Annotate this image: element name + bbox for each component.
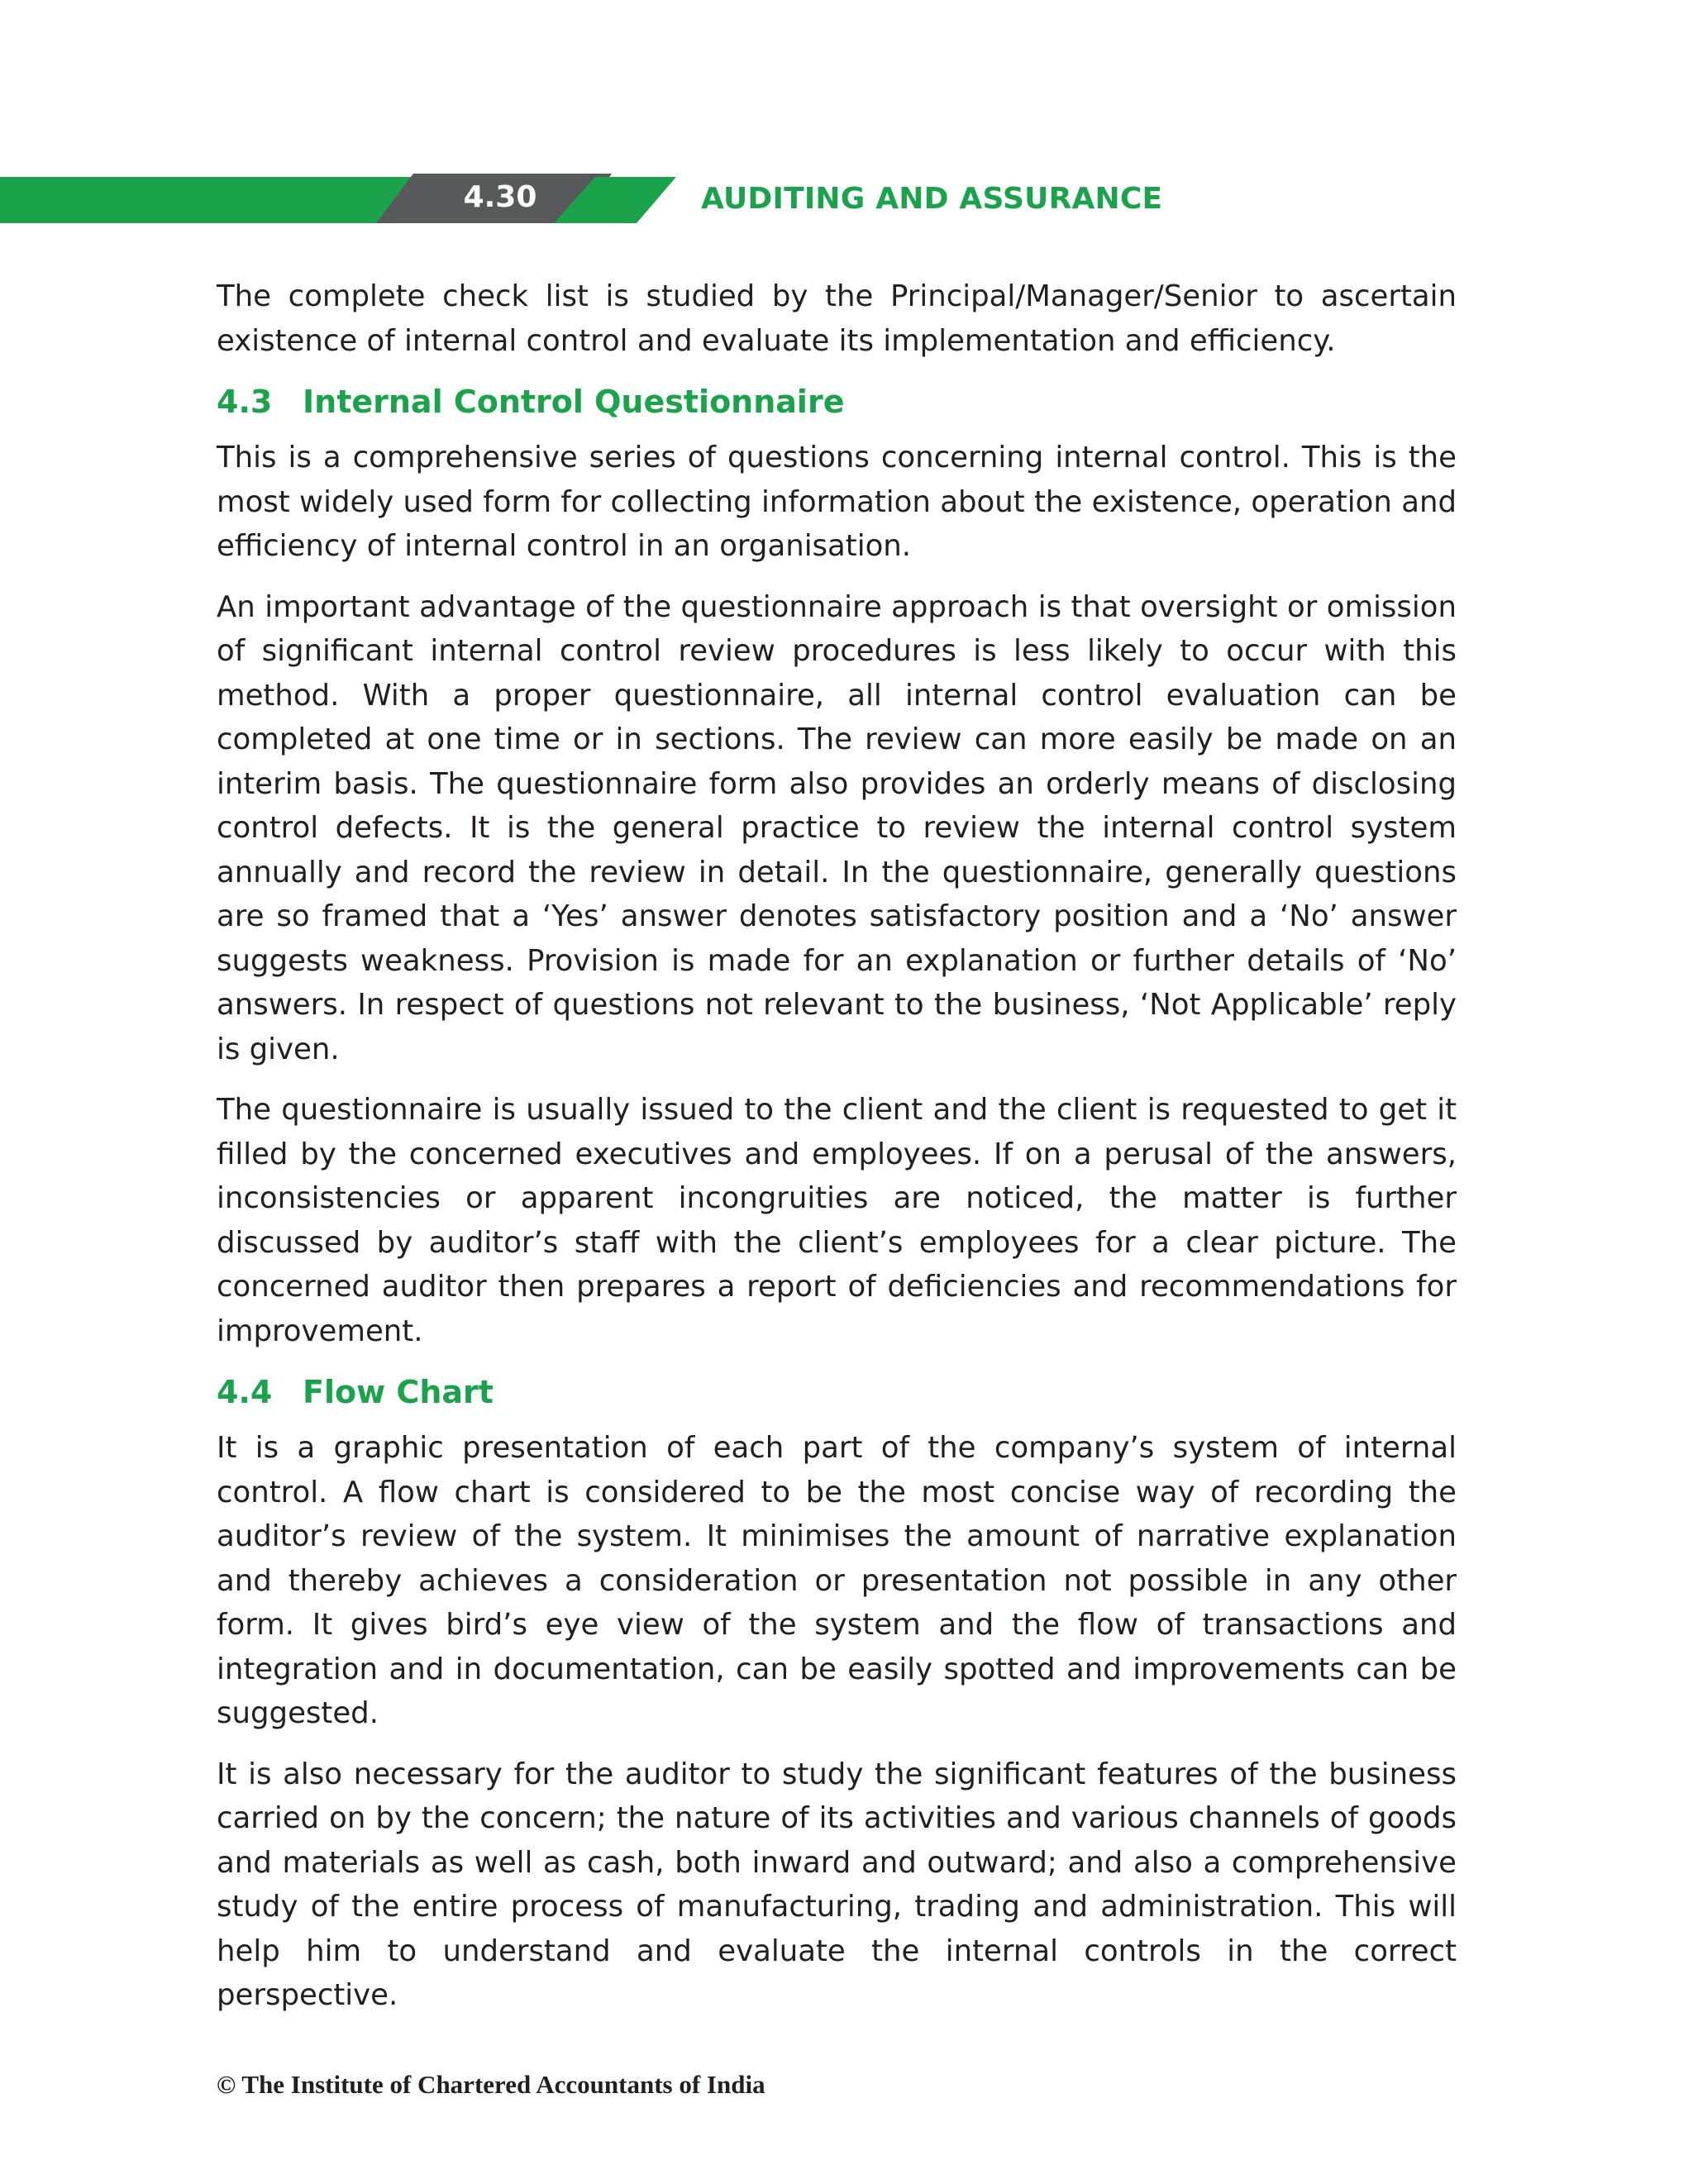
paragraph: It is also necessary for the auditor to study the significant features of the business carried on by the concern; the nature of its activities and various channels of goods and materials as well as cash, both inward and outward; and also a comprehensive study of the entire process of manufacturing, trading and administration. This will help him to understand and evaluate the internal controls in the correct perspective. [217, 1757, 1457, 2012]
paragraph: This is a comprehensive series of questions concerning internal control. This is the most widely used form for collecting information about the existence, operation and efficiency of internal control in an organisation. [217, 441, 1457, 563]
header-band-graphic [0, 174, 678, 228]
section-title: Flow Chart [303, 1374, 494, 1410]
paragraph: The questionnaire is usually issued to the client and the client is requested to get it filled by the concerned executives and employees. If on a perusal of the answers, inconsistencies or apparent incongruities are noticed, the matter is further discussed by auditor’s staff with the client’s employees for a clear picture. The concerned auditor then prepares a report of deficiencies and recommendations for improvement. [217, 1093, 1457, 1348]
header-band [0, 174, 678, 228]
section-number: 4.3 [217, 384, 273, 420]
paragraph: It is a graphic presentation of each part of the company’s system of internal control. A flow chart is considered to be the most concise way of recording the auditor’s review of the system. It minimises the amount of narrative explanation and thereby achieves a consideration or presentation not possible in any other form. It gives bird’s eye view of the system and the flow of transactions and integration and in documentation, can be easily spotted and improvements can be suggested. [217, 1431, 1457, 1730]
copyright-footer: © The Institute of Chartered Accountants of India [217, 2070, 765, 2099]
paragraph: An important advantage of the questionnaire approach is that oversight or omission of significant internal control review procedures is less likely to occur with this method. With a proper questionnaire, all internal control evaluation can be completed at one time or in sections. The review can more easily be made on an interim basis. The questionnaire form also provides an orderly means of disclosing control defects. It is the general practice to review the internal control system annually and record the review in detail. In the questionnaire, generally questions are so framed that a ‘Yes’ answer denotes satisfactory position and a ‘No’ answer suggests weakness. Provision is made for an explanation or further details of ‘No’ answers. In respect of questions not relevant to the business, ‘Not Applicable’ reply is given. [217, 589, 1457, 1066]
running-title: AUDITING AND ASSURANCE [701, 182, 1163, 216]
page-content [217, 274, 1457, 2034]
section-title: Internal Control Questionnaire [303, 384, 845, 420]
section-number: 4.4 [217, 1374, 273, 1410]
intro-paragraph: The complete check list is studied by the Principal/Manager/Senior to ascertain existence of internal control and evaluate its implementation and efficiency. [217, 279, 1457, 358]
page-number: 4.30 [463, 180, 537, 214]
section-heading-4-4 [217, 1370, 1457, 1414]
section-heading-4-3 [217, 379, 1457, 424]
